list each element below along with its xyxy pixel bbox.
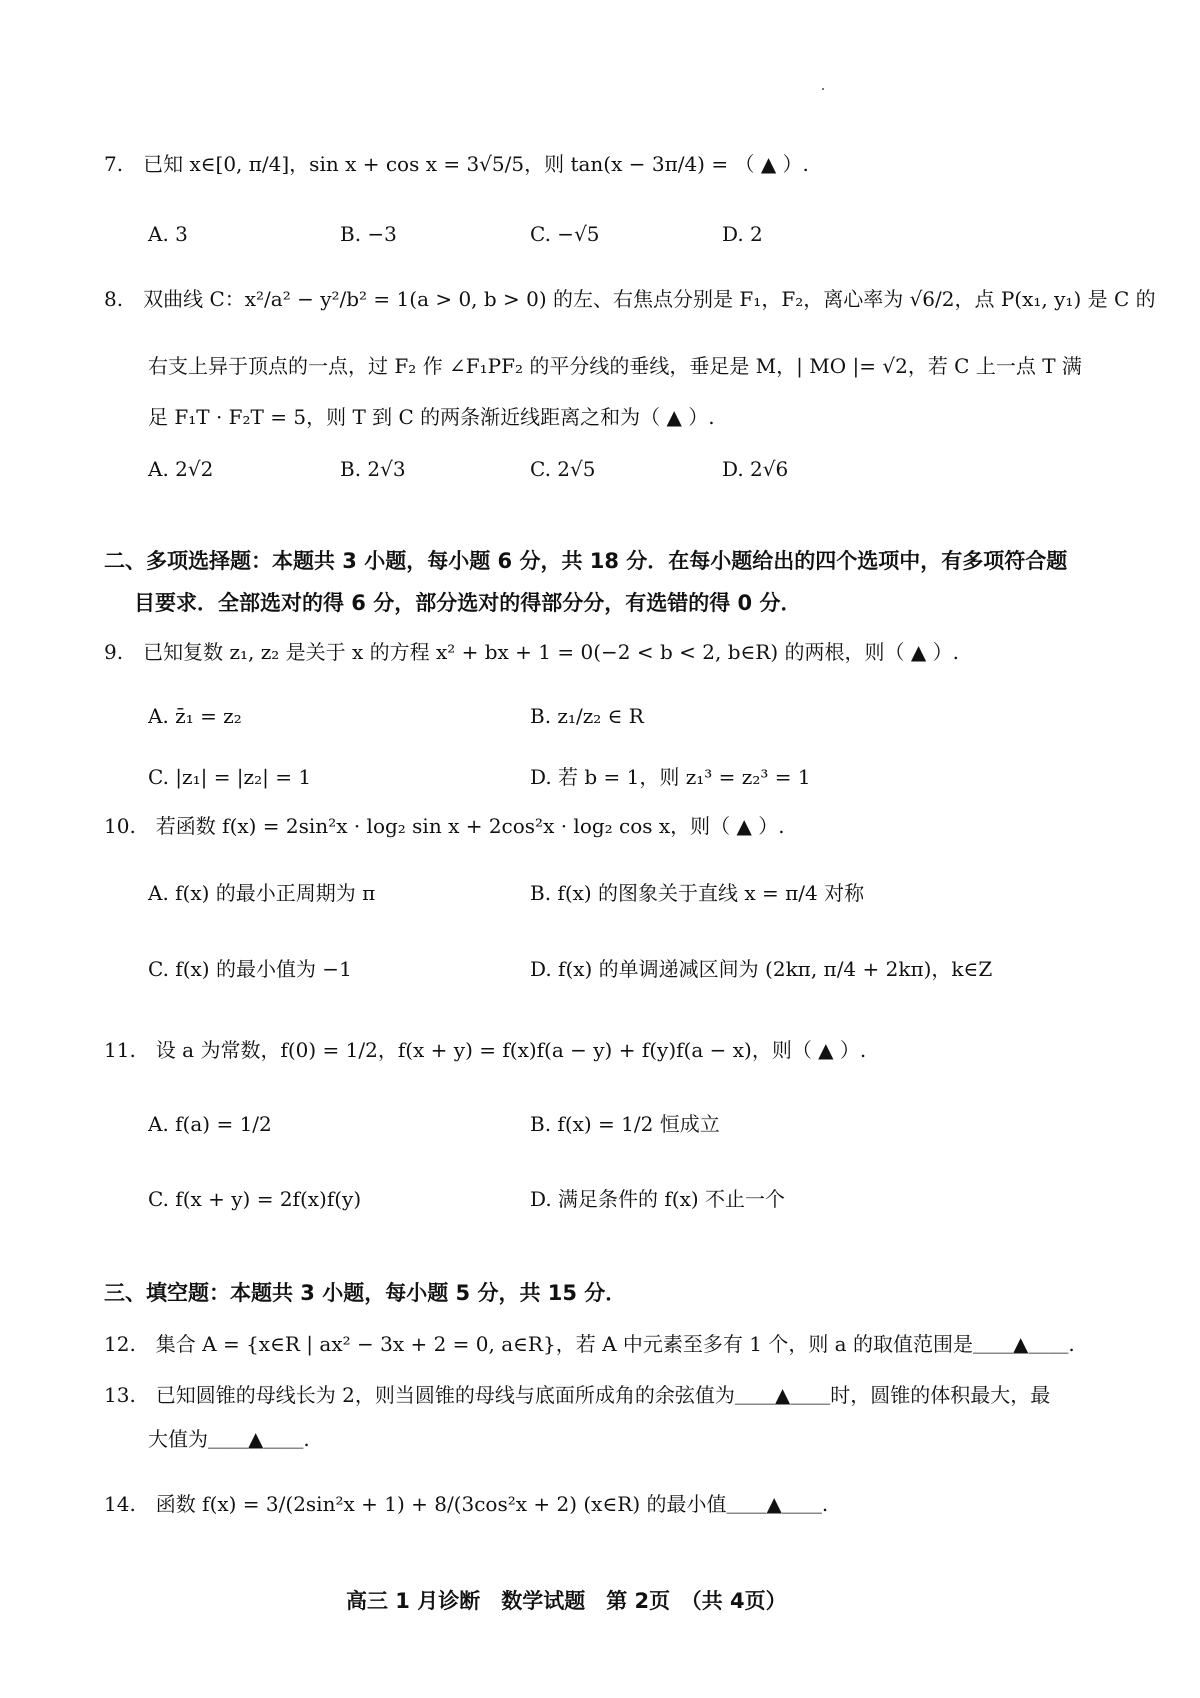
q10-option-c: C. f(x) 的最小值为 −1 — [148, 957, 352, 981]
q9-option-b: B. z₁/z₂ ∈ R — [530, 704, 644, 728]
q13-line1: 13. 已知圆锥的母线长为 2，则当圆锥的母线与底面所成角的余弦值为＿＿▲＿＿时，圆锥的体积最大，最 — [104, 1383, 1051, 1407]
q9-option-a: A. z̄₁ = z₂ — [148, 704, 242, 728]
q11-stem: 11. 设 a 为常数，f(0) = 1/2，f(x + y) = f(x)f(a − y) + f(y)f(a − x)，则（ ▲ ）. — [104, 1038, 867, 1062]
q9-option-c: C. |z₁| = |z₂| = 1 — [148, 765, 312, 789]
q8-option-b: B. 2√3 — [340, 457, 406, 481]
q9-stem: 9. 已知复数 z₁, z₂ 是关于 x 的方程 x² + bx + 1 = 0(−2 < b < 2, b∈R) 的两根，则（ ▲ ）. — [104, 640, 959, 664]
page-footer: 高三 1 月诊断 数学试题 第 2页 （共 4页） — [346, 1589, 787, 1613]
q7-option-a: A. 3 — [148, 222, 188, 246]
q7-option-b: B. −3 — [340, 222, 397, 246]
q11-option-d: D. 满足条件的 f(x) 不止一个 — [530, 1187, 786, 1211]
q10-option-d: D. f(x) 的单调递减区间为 (2kπ, π/4 + 2kπ)，k∈Z — [530, 957, 993, 981]
q11-option-c: C. f(x + y) = 2f(x)f(y) — [148, 1187, 362, 1211]
q10-option-a: A. f(x) 的最小正周期为 π — [148, 881, 376, 905]
q9-option-d: D. 若 b = 1，则 z₁³ = z₂³ = 1 — [530, 765, 811, 789]
section2-heading-line1: 二、多项选择题：本题共 3 小题，每小题 6 分，共 18 分．在每小题给出的四个选项中，有多项符合题 — [104, 549, 1068, 573]
q10-option-b: B. f(x) 的图象关于直线 x = π/4 对称 — [530, 881, 865, 905]
q8-line2: 右支上异于顶点的一点，过 F₂ 作 ∠F₁PF₂ 的平分线的垂线，垂足是 M，| MO |= √2，若 C 上一点 T 满 — [148, 354, 1082, 378]
q10-stem: 10. 若函数 f(x) = 2sin²x · log₂ sin x + 2cos²x · log₂ cos x，则（ ▲ ）. — [104, 814, 785, 838]
q7-option-c: C. −√5 — [530, 222, 600, 246]
q8-line1: 8. 双曲线 C：x²/a² − y²/b² = 1(a > 0, b > 0) 的左、右焦点分别是 F₁，F₂，离心率为 √6/2，点 P(x₁, y₁) 是 C 的 — [104, 287, 1156, 311]
q8-option-a: A. 2√2 — [148, 457, 214, 481]
section3-heading: 三、填空题：本题共 3 小题，每小题 5 分，共 15 分． — [104, 1281, 627, 1305]
q11-option-b: B. f(x) = 1/2 恒成立 — [530, 1112, 720, 1136]
q7-option-d: D. 2 — [722, 222, 763, 246]
q8-option-c: C. 2√5 — [530, 457, 596, 481]
q7-stem: 7. 已知 x∈[0, π/4]，sin x + cos x = 3√5/5，则 tan(x − 3π/4) = （ ▲ ）. — [104, 152, 809, 176]
q14-text: 14. 函数 f(x) = 3/(2sin²x + 1) + 8/(3cos²x + 2) (x∈R) 的最小值＿＿▲＿＿. — [104, 1492, 829, 1516]
section2-heading-line2: 目要求．全部选对的得 6 分，部分选对的得部分分，有选错的得 0 分． — [134, 591, 802, 615]
q12-text: 12. 集合 A = {x∈R | ax² − 3x + 2 = 0, a∈R}，若 A 中元素至多有 1 个，则 a 的取值范围是＿＿▲＿＿. — [104, 1332, 1075, 1356]
q13-line2: 大值为＿＿▲＿＿. — [148, 1427, 310, 1451]
q8-option-d: D. 2√6 — [722, 457, 789, 481]
q8-line3: 足 F₁T · F₂T = 5，则 T 到 C 的两条渐近线距离之和为（ ▲ ）. — [148, 405, 715, 429]
q11-option-a: A. f(a) = 1/2 — [148, 1112, 272, 1136]
scan-speck — [822, 88, 824, 90]
